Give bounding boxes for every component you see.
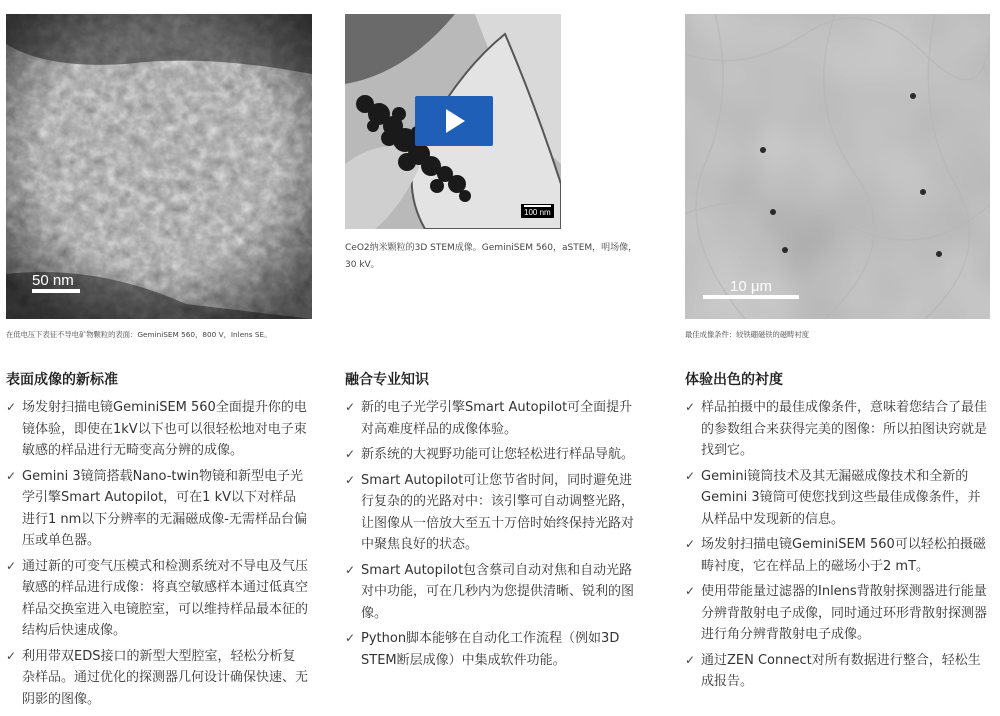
list-item: ✓ 使用带能量过滤器的Inlens背散射探测器进行能量分辨背散射电子成像，同时通过环形背散射探测器进行角分辨背散射电子成像。 <box>685 581 991 646</box>
list-item: ✓ 场发射扫描电镜GeminiSEM 560可以轻松拍摄磁畴衬度，它在样品上的磁场小于2 mT。 <box>685 534 991 577</box>
list-item: ✓ Python脚本能够在自动化工作流程（例如3D STEM断层成像）中集成软件功能。 <box>345 628 645 671</box>
image-caption: CeO2纳米颗粒的3D STEM成像。GeminiSEM 560，aSTEM，明场像，30 kV。 <box>345 243 638 270</box>
check-icon: ✓ <box>345 631 356 645</box>
scale-label: 100 nm <box>524 208 551 217</box>
feature-list <box>6 397 308 714</box>
check-icon: ✓ <box>685 537 696 551</box>
sem-image-mineral-surface <box>6 14 312 319</box>
scale-bar <box>703 278 799 299</box>
image-caption: 最佳成像条件：较铁硼磁铁的磁畴衬度 <box>685 330 810 339</box>
check-icon: ✓ <box>685 584 696 598</box>
list-item: ✓ 新的电子光学引擎Smart Autopilot可全面提升对高难度样品的成像体验。 <box>345 397 645 440</box>
check-icon: ✓ <box>685 652 696 667</box>
list-item: ✓ 新系统的大视野功能可让您轻松进行样品导航。 <box>345 444 645 466</box>
scale-label: 50 nm <box>32 272 74 289</box>
feature-list <box>685 397 991 697</box>
check-icon: ✓ <box>6 648 17 663</box>
section-heading: 体验出色的衬度 <box>685 372 783 388</box>
section-heading: 融合专业知识 <box>345 372 429 388</box>
scale-bar <box>521 204 554 218</box>
check-icon: ✓ <box>685 468 696 483</box>
scale-bar <box>32 272 80 293</box>
list-item: ✓ 通过新的可变气压模式和检测系统对不导电及气压敏感的样品进行成像：将真空敏感样本通过低真空样品交换室进入电镜腔室，可以维持样品最本征的结构后快速成像。 <box>6 556 308 642</box>
check-icon: ✓ <box>345 472 356 487</box>
section-heading: 表面成像的新标准 <box>6 372 118 388</box>
list-item: ✓ 场发射扫描电镜GeminiSEM 560全面提升你的电镜体验，即使在1kV以下也可以很轻松地对电子束敏感的样品进行无畸变高分辨的成像。 <box>6 397 308 462</box>
list-item: ✓ 通过ZEN Connect对所有数据进行整合，轻松生成报告。 <box>685 650 991 693</box>
check-icon: ✓ <box>6 558 17 573</box>
list-item: ✓ Gemini镜筒技术及其无漏磁成像技术和全新的Gemini 3镜筒可使您找到这些最佳成像条件，并从样品中发现新的信息。 <box>685 466 991 531</box>
check-icon: ✓ <box>345 562 356 577</box>
stem-video-thumbnail[interactable] <box>345 14 561 229</box>
play-video-button[interactable] <box>415 96 493 146</box>
check-icon: ✓ <box>345 447 356 461</box>
image-caption: 在低电压下表征不导电矿物颗粒的表面：GeminiSEM 560，800 V，Inlens SE。 <box>6 330 272 339</box>
check-icon: ✓ <box>685 400 696 414</box>
list-item: ✓ Smart Autopilot可让您节省时间，同时避免进行复杂的的光路对中：该引擎可自动调整光路，让图像从一倍放大至五十万倍时始终保持光路对中聚焦良好的状态。 <box>345 470 645 556</box>
play-icon <box>446 109 465 133</box>
list-item: ✓ Smart Autopilot包含蔡司自动对焦和自动光路对中功能，可在几秒内为您提供清晰、锐利的图像。 <box>345 560 645 625</box>
list-item: ✓ 利用带双EDS接口的新型大型腔室，轻松分析复杂样品。通过优化的探测器几何设计确保快速、无阴影的图像。 <box>6 646 308 711</box>
list-item: ✓ 样品拍摄中的最佳成像条件，意味着您结合了最佳的参数组合来获得完美的图像：所以拍图诀窍就是找到它。 <box>685 397 991 462</box>
check-icon: ✓ <box>6 468 17 483</box>
check-icon: ✓ <box>6 400 17 414</box>
sem-image-magnetic-domains <box>685 14 990 319</box>
check-icon: ✓ <box>345 400 356 414</box>
scale-label: 10 μm <box>730 278 772 295</box>
list-item: ✓ Gemini 3镜筒搭载Nano-twin物镜和新型电子光学引擎Smart Autopilot，可在1 kV以下对样品进行1 nm以下分辨率的无漏磁成像-无需样品台偏压或单色器。 <box>6 466 308 552</box>
feature-list <box>345 397 645 675</box>
